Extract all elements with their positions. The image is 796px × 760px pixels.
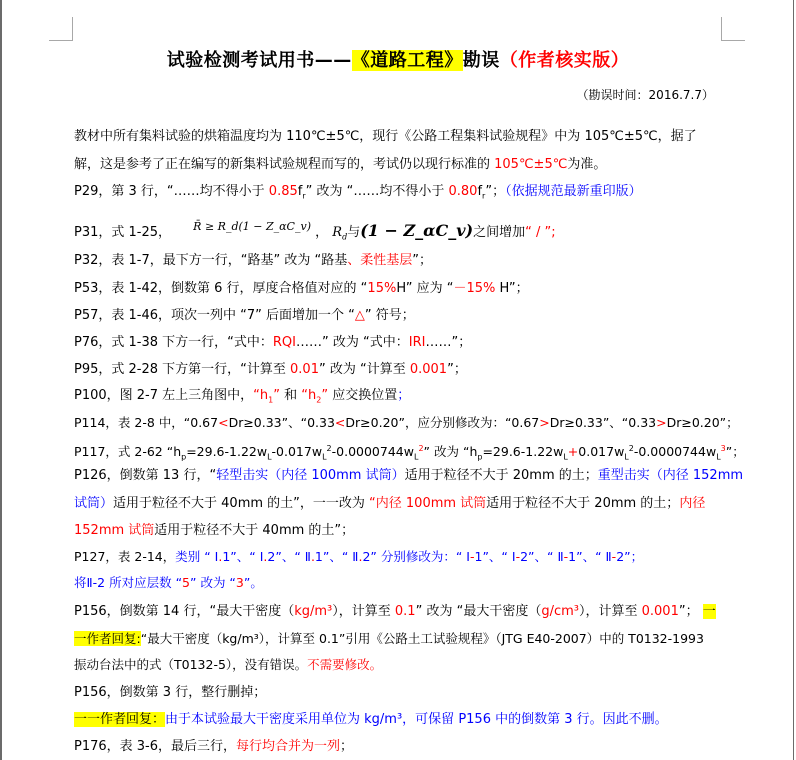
errata-p57: [74, 307, 415, 325]
text: P29，第 3 行，“……均不得小于: [74, 184, 269, 199]
label-h2: “h: [301, 388, 317, 403]
mark: -: [611, 549, 617, 564]
mark: -: [469, 549, 475, 564]
text: ” 改为 “计算至: [318, 362, 410, 377]
intro-line-2: [74, 156, 606, 174]
page-edge-right: [793, 0, 794, 760]
subscript: L: [413, 452, 419, 462]
text: Dr≥0.20”，应分别修改为：“0.67: [345, 415, 540, 430]
note: （依据规范最新重印版）: [505, 184, 642, 199]
title-highlight: 《道路工程》: [351, 50, 463, 71]
text: =29.6-1.22w: [482, 444, 564, 460]
text: P31，式 1-25，: [74, 225, 172, 240]
superscript: 2: [628, 444, 634, 453]
errata-p176: [74, 738, 353, 756]
subscript: r: [302, 191, 306, 201]
intro-standard-temp: 105℃±5℃: [494, 157, 568, 172]
quote: ”: [321, 388, 329, 403]
subscript: r: [482, 191, 486, 201]
new-symbol: >: [656, 415, 667, 430]
text: 2” 分别修改为：“ Ⅰ: [362, 549, 470, 564]
heavy-compaction: 试筒）: [74, 496, 114, 511]
intro-text: 教材中所有集料试验的烘箱温度均为 110℃±5℃，现行《公路工程集料试验规程》中为 105℃±5℃，据了: [74, 129, 697, 144]
text: ” 改为 “: [190, 575, 236, 590]
new-exponent: 3: [720, 444, 726, 453]
text: ” 改为 “h: [423, 444, 478, 460]
mark: -: [515, 549, 521, 564]
text: P156，倒数第 14 行，“最大干密度（: [74, 604, 295, 619]
insertion: “ / ”;: [525, 225, 556, 240]
text: 类别 “ Ⅰ: [175, 549, 219, 564]
reply-label: 一作者回复:: [74, 631, 141, 646]
reply-text: 由于本试验最大干密度采用单位为 kg/m³，可保留 P156 中的倒数第 3 行。因此不删。: [165, 712, 668, 727]
new-sign: +: [567, 444, 579, 460]
old-value: 0.01: [290, 362, 319, 377]
text: 之间增加: [473, 225, 526, 240]
text: 与: [347, 225, 361, 240]
intro-text: 解，这是参考了正在编写的新集料试验规程而写的，考试仍以现行标准的: [74, 157, 495, 172]
errata-p76: [74, 334, 471, 352]
text: 2”；: [616, 549, 644, 564]
text: Dr≥0.33”、“0.33: [549, 415, 657, 430]
text: -0.017w: [271, 444, 323, 460]
label-h1: “h: [253, 388, 269, 403]
no-change-note: 不需要修改。: [307, 657, 383, 672]
old-value: RQI: [272, 335, 296, 350]
text: H” 应为 “: [396, 281, 454, 296]
author-reply-1-cont: [74, 656, 382, 674]
subscript: p: [477, 452, 483, 462]
errata-p31: [74, 222, 556, 247]
correction: 内径: [679, 496, 706, 511]
text: Dr≥0.33”、“0.33: [228, 415, 335, 430]
margin-corner-top-left: [49, 17, 73, 41]
superscript: 2: [326, 444, 332, 453]
text: P53，表 1-42，倒数第 6 行，厚度合格值对应的 “: [74, 281, 368, 296]
text: 2”、“ Ⅱ: [520, 549, 564, 564]
text: H”；: [495, 281, 529, 296]
text: f: [297, 184, 303, 199]
errata-p126-line-2: [74, 495, 705, 513]
new-value: IRI: [408, 335, 426, 350]
subscript: L: [563, 452, 568, 462]
insertion: 、柔性基层: [347, 253, 413, 268]
text: 适用于粒径不大于 20mm 的土；: [404, 468, 598, 483]
author-reply-1: [74, 630, 704, 648]
text: P100，图 2-7 左上三角图中，: [74, 388, 254, 403]
text: ），计算至: [578, 604, 642, 619]
text: P176，表 3-6，最后三行，: [74, 739, 237, 754]
mark: .: [263, 549, 268, 564]
old-symbol: <: [334, 415, 346, 430]
text: ” 改为 “最大干密度（: [415, 604, 542, 619]
text: ” 改为 “……均不得小于: [305, 184, 449, 199]
text: 将Ⅱ-2 所对应层数 “: [74, 575, 183, 590]
text: 1”、“ Ⅰ: [474, 549, 516, 564]
correction: 每行均合并为一列: [236, 739, 341, 754]
new-value: 3: [235, 575, 244, 590]
new-value: －15%: [453, 281, 496, 296]
triangle-symbol: △: [354, 308, 365, 323]
text: ”；: [485, 184, 506, 199]
text: 1”、“ Ⅱ: [314, 549, 359, 564]
title-prefix: 试验检测考试用书——: [166, 50, 352, 71]
text: P95，式 2-28 下方第一行，“计算至: [74, 362, 291, 377]
errata-p29: [74, 183, 642, 206]
title-middle: 勘误: [462, 50, 500, 71]
text: ，: [315, 225, 329, 240]
text: P156，倒数第 3 行，整行删掉；: [74, 685, 267, 700]
text: P117，式 2-62 “h: [74, 444, 182, 460]
text: ），计算至: [332, 604, 395, 619]
errata-p53: [74, 280, 529, 298]
errata-p127-line-2: [74, 574, 263, 592]
errata-p126-line-3: [74, 522, 354, 540]
reply-label: 一一作者回复：: [74, 712, 166, 727]
text: 适用于粒径不大于 40mm 的土”，一一改为: [113, 496, 370, 511]
text: P127，表 2-14，: [74, 549, 176, 564]
text: ；: [340, 739, 354, 754]
quote: ”: [273, 388, 280, 403]
formula-rd: R: [332, 225, 343, 240]
errata-p95: [74, 361, 467, 379]
errata-p100: [74, 387, 410, 410]
text: 适用于粒径不大于 40mm 的土”；: [154, 523, 355, 538]
new-unit: g/cm³: [541, 604, 579, 619]
old-value: 5: [182, 575, 190, 590]
document-title: [0, 46, 796, 72]
text: ” 符号；: [364, 308, 415, 323]
text: ”。: [243, 575, 263, 590]
punct: ；: [397, 388, 411, 403]
old-value: 0.1: [394, 604, 416, 619]
text: Dr≥0.20”；: [666, 415, 739, 430]
subscript: 1: [268, 395, 274, 405]
title-suffix: （作者核实版）: [499, 50, 630, 71]
new-symbol: >: [539, 415, 550, 430]
errata-p117: [74, 440, 745, 467]
text: P126，倒数第 13 行，“: [74, 468, 217, 483]
text: P32，表 1-7，最下方一行，“路基” 改为 “路基: [74, 253, 348, 268]
subscript: L: [322, 452, 327, 462]
old-value: 0.85: [268, 184, 298, 199]
subscript: d: [342, 232, 348, 242]
text: P57，表 1-46，项次一列中 “7” 后面增加一个 “: [74, 308, 355, 323]
text: 应交换位置: [328, 388, 398, 403]
mark: .: [218, 549, 223, 564]
errata-p156-line-1: [74, 603, 716, 621]
heavy-compaction: 重型击实（内径 152mm: [597, 468, 744, 483]
correction: 152mm 试筒: [74, 523, 155, 538]
old-symbol: <: [218, 415, 229, 430]
text: 1”、“ Ⅱ: [568, 549, 612, 564]
subscript: 2: [316, 395, 322, 405]
errata-p127-line-1: [74, 548, 643, 566]
text: f: [477, 184, 483, 199]
text: 1”、“ Ⅰ: [222, 549, 264, 564]
light-compaction: 轻型击实（内径 100mm 试筒）: [216, 468, 405, 483]
errata-p156-line-3: [74, 684, 266, 702]
errata-p114: [74, 414, 739, 432]
text: 2”、“ Ⅱ: [267, 549, 311, 564]
old-value: 15%: [367, 281, 397, 296]
mark: .: [358, 549, 363, 564]
new-value: 0.001: [641, 604, 679, 619]
text: ……” 改为 “式中：: [296, 335, 409, 350]
intro-line-1: [74, 128, 697, 146]
text: -0.0000744w: [331, 444, 414, 460]
text: ……”；: [425, 335, 472, 350]
old-exponent: 2: [418, 444, 424, 453]
text: =29.6-1.22w: [186, 444, 268, 460]
errata-date: （勘误时间：2016.7.7）: [576, 88, 714, 102]
page-edge-left: [0, 0, 2, 760]
text: ”；: [725, 444, 745, 460]
reply-text: 振动台法中的式（T0132-5），没有错误。: [74, 657, 308, 672]
text: P76，式 1-38 下方一行，“式中：: [74, 335, 273, 350]
text: -0.0000744w: [633, 444, 717, 460]
new-value: 0.001: [409, 362, 448, 377]
formula-term: (1 − Z_αC_v): [360, 221, 474, 240]
errata-p126-line-1: [74, 467, 743, 485]
text: 和: [279, 388, 302, 403]
text: ”；: [412, 253, 432, 268]
text: 适用于粒径不大于 20mm 的土；: [486, 496, 680, 511]
intro-text: 为准。: [567, 157, 607, 172]
subscript: L: [716, 452, 721, 462]
author-reply-2: [74, 711, 668, 729]
formula-1-25: R̄ ≥ R_d(1 − Z_αC_v): [193, 220, 311, 233]
margin-corner-top-right: [721, 17, 745, 41]
mark: .: [310, 549, 315, 564]
text: ”；: [447, 362, 467, 377]
mark: -: [563, 549, 569, 564]
text: ”；: [678, 604, 699, 619]
subscript: L: [267, 452, 272, 462]
subscript: L: [624, 452, 629, 462]
subscript: p: [181, 452, 187, 462]
old-unit: kg/m³: [294, 604, 333, 619]
text: 0.017w: [578, 444, 625, 460]
text: P114，表 2-8 中，“0.67: [74, 415, 219, 430]
reply-marker: 一: [702, 604, 716, 619]
reply-text: “最大干密度（kg/m³），计算至 0.1”引用《公路土工试验规程》（JTG E40-2007）中的 T0132-1993: [140, 631, 704, 646]
new-value: 0.80: [448, 184, 478, 199]
errata-p32: [74, 252, 432, 270]
correction: “内径 100mm 试筒: [369, 496, 487, 511]
